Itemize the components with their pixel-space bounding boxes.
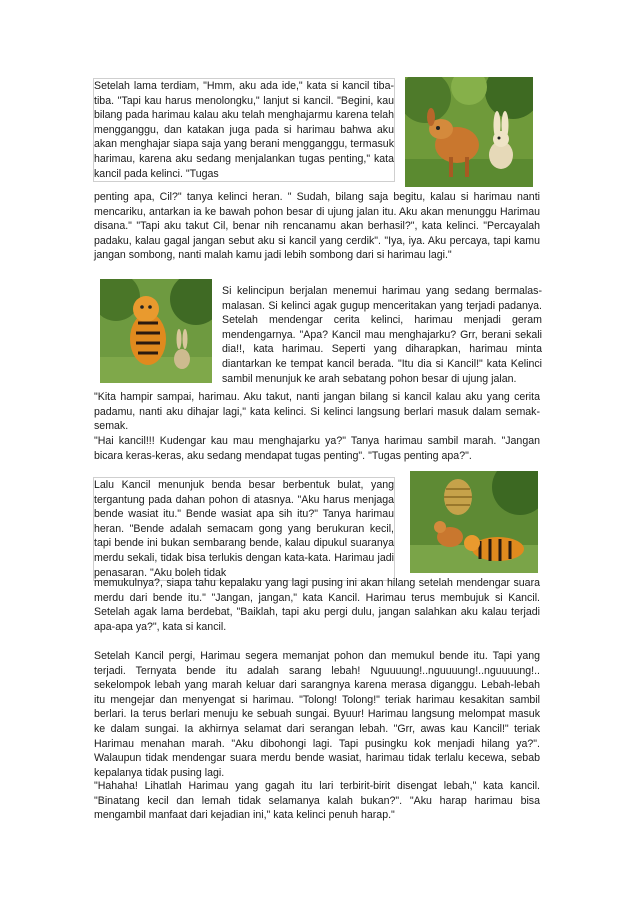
paragraph-8: Setelah Kancil pergi, Harimau segera memanjat pohon dan memukul bende itu. Tapi yang terjadi. Ternyata bende itu adalah sarang lebah! Nguuuung!..nguuuung!..nguuuung!.. sekelompok lebah yang marah keluar dari sarangnya karena merasa diganggu. Lebah-lebah itu mengejar dan menyengat si harimau. "Tolong! Tolong!" teriak harimau kesakitan sambil berlari. Ia terus berlari menuju ke sebuah sungai. Byuur! Harimau langsung melompat masuk ke dalam sungai. Ia akhirnya selamat dari serangan lebah. "Grr, awas kau Kancil!" teriak Harimau menahan marah. "Aku dibohongi lagi. Tapi pusingku kok menjadi hilang ya?". Walaupun tidak mendengar suara merdu bende wasiat, harimau tidak terlalu kecewa, sebab kepalanya tidak pusing lagi. (94, 650, 540, 779)
paragraph-4: "Kita hampir sampai, harimau. Aku takut, nanti jangan bilang si kancil kalau aku yang cerita padamu, nanti aku dihajar lagi," kata kelinci. Si kelinci langsung berlari masuk dalam semak-semak. (94, 391, 540, 433)
paragraph-9: "Hahaha! Lihatlah Harimau yang gagah itu lari terbirit-birit disengat lebah," kata kancil. "Binatang kecil dan lemah tidak selamanya kalah bukan?". "Aku harap harimau bisa mengambil manfaat dari kejadian ini," kata kelinci penuh harap." (94, 780, 540, 822)
paragraph-3: Si kelincipun berjalan menemui harimau yang sedang bermalas-malasan. Si kelinci agak gugup menceritakan yang terjadi padanya. Setelah mendengar cerita kelinci, harimau menjadi geram mendengarnya. "Apa? Kancil mau menghajarku? Grr, berani sekali dia!!, kata harimau. Seperti yang diharapkan, harimau minta diantarkan ke tempat kancil berada. "Itu dia si Kancil!" kata Kelinci sambil menunjuk ke arah sebatang pohon besar di ujung jalan. (222, 285, 542, 385)
paragraph-5: "Hai kancil!!! Kudengar kau mau menghajarku ya?" Tanya harimau sambil marah. "Jangan bicara keras-keras, aku sedang mendapat tugas penting". "Tugas penting apa?". (94, 435, 540, 462)
paragraph-6: Lalu Kancil menunjuk benda besar berbentuk bulat, yang tergantung pada dahan pohon di atasnya. "Aku harus menjaga bende wasiat itu." Bende wasiat apa sih itu?" Tanya harimau heran. "Bende adalah semacam gong yang berukuran kecil, tapi bende ini bukan sembarang bende, kalau dipukul suaranya merdu sekali, tidak bisa terlukis dengan kata-kata. Harimau jadi penasaran. "Aku boleh tidak (94, 479, 394, 579)
tiger-rabbit-illustration (100, 279, 212, 383)
kancil-tiger-hive-illustration (410, 471, 538, 573)
paragraph-1: Setelah lama terdiam, "Hmm, aku ada ide," kata si kancil tiba-tiba. "Tapi kau harus menolongku," lanjut si kancil. "Begini, kau bilang pada harimau kalau aku telah menghajarmu karena telah mengganggu, dan katakan juga pada si harimau bahwa aku akan menghajar siapa saja yang berani mengganggu, termasuk harimau, karena aku sedang menjalankan tugas penting," kata kancil pada kelinci. "Tugas (94, 80, 394, 180)
deer-rabbit-illustration (405, 77, 533, 187)
paragraph-7: memukulnya?, siapa tahu kepalaku yang lagi pusing ini akan hilang setelah mendengar suara merdu dari bende itu." "Jangan, jangan," kata Kancil. Harimau terus membujuk si Kancil. Setelah agak lama berdebat, "Baiklah, tapi aku pergi dulu, jangan salahkan aku kalau terjadi apa-apa ya?", kata si kancil. (94, 577, 540, 633)
paragraph-2: penting apa, Cil?" tanya kelinci heran. " Sudah, bilang saja begitu, kalau si harimau nanti mencariku, antarkan ia ke bawah pohon besar di ujung jalan itu. Aku akan menunggu Harimau disana." "Tapi aku takut Cil, benar nih rencanamu akan berhasil?", kata kelinci. "Percayalah padaku, kalau gagal jangan sebut aku si kancil yang cerdik". "Iya, iya. Aku percaya, tapi kamu jangan sombong, nanti malah kamu jadi lebih sombong dari si harimau lagi." (94, 191, 540, 262)
